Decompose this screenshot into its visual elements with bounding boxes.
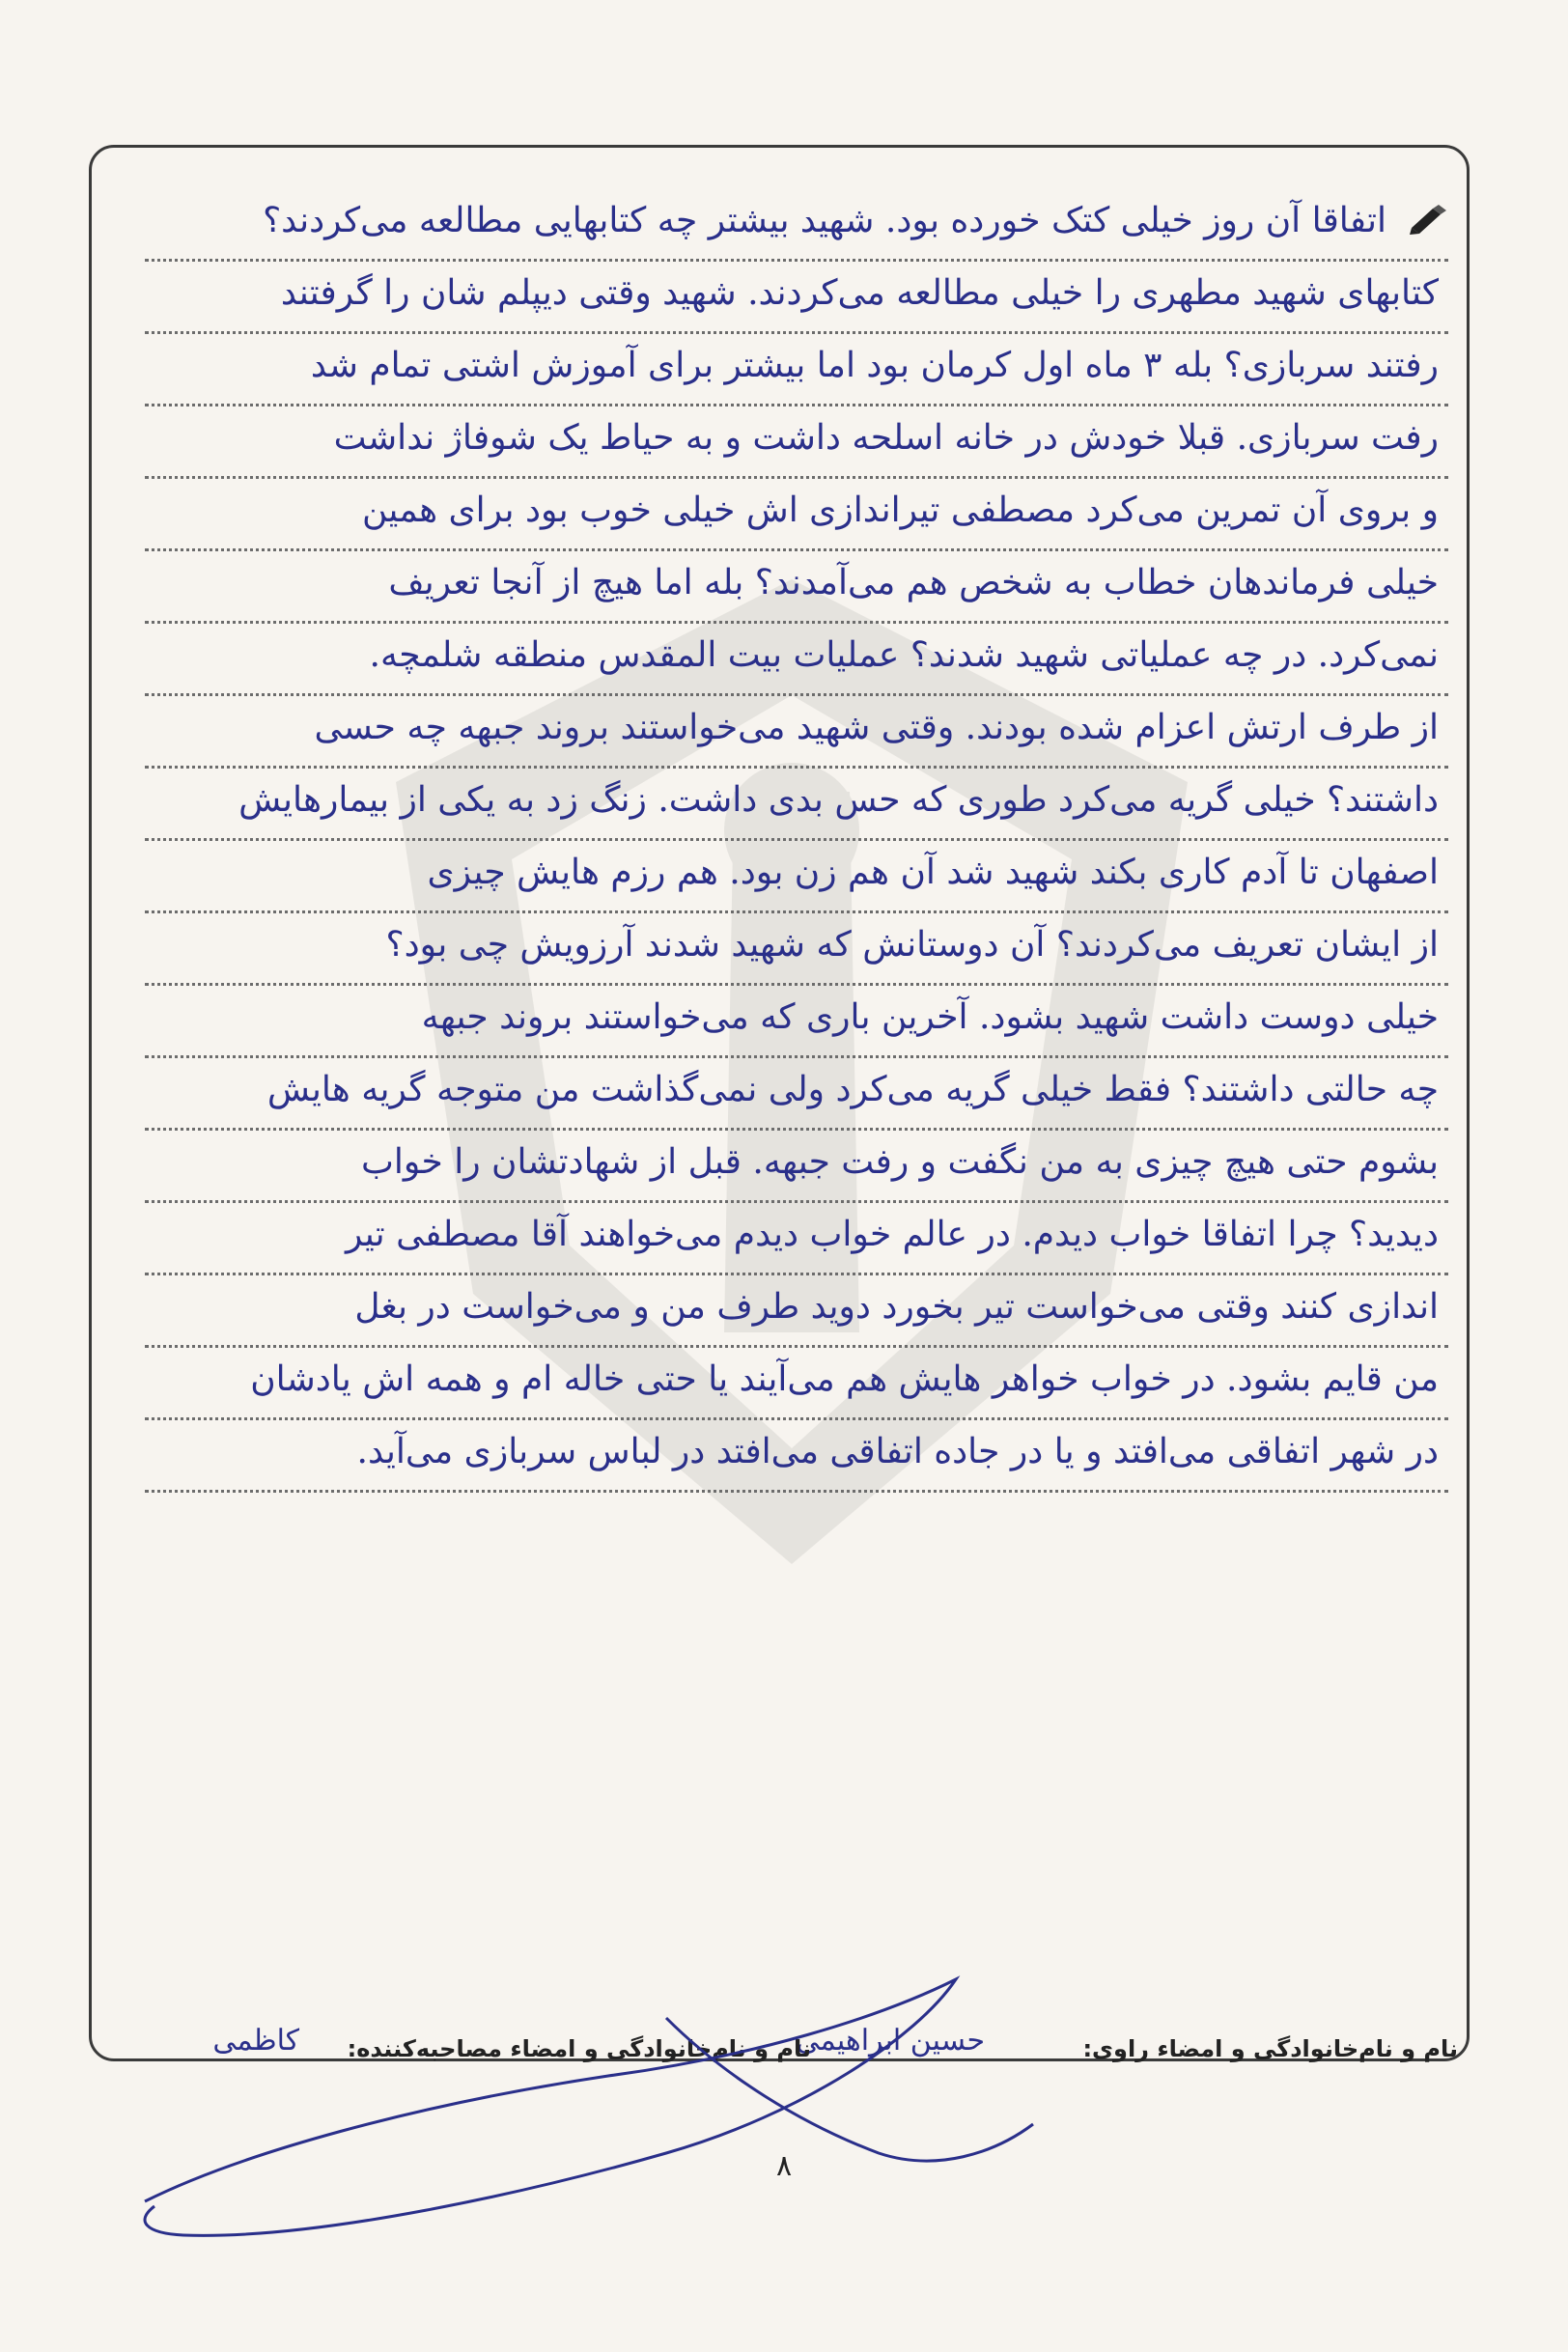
- line-text: خیلی فرماندهان خطاب به شخص هم می‌آمدند؟ بله اما هیچ از آنجا تعریف: [388, 563, 1439, 602]
- text-line: [145, 1058, 1448, 1131]
- line-text: من قایم بشود. در خواب خواهر هایش هم می‌آیند یا حتی خاله ام و همه اش یادشان: [250, 1359, 1439, 1399]
- text-line: [145, 262, 1448, 334]
- text-line: [145, 769, 1448, 841]
- text-line: [145, 913, 1448, 986]
- line-text: از طرف ارتش اعزام شده بودند. وقتی شهید می‌خواستند بروند جبهه چه حسی: [314, 708, 1439, 747]
- handwritten-text-area: [145, 189, 1448, 2004]
- pen-icon: [1408, 203, 1448, 236]
- line-text: دیدید؟ چرا اتفاقا خواب دیدم. در عالم خواب دیدم می‌خواهند آقا مصطفی تیر: [345, 1215, 1439, 1254]
- page-number: ۸: [775, 2149, 793, 2183]
- text-line: [145, 479, 1448, 551]
- signature-scribble-icon: [126, 1960, 1188, 2250]
- line-text: و بروی آن تمرین می‌کرد مصطفی تیراندازی اش خیلی خوب بود برای همین: [361, 490, 1439, 530]
- text-line: [145, 189, 1448, 262]
- text-line: [145, 986, 1448, 1058]
- line-text: رفتند سربازی؟ بله ۳ ماه اول کرمان بود اما بیشتر برای آموزش اشتی تمام شد: [310, 346, 1439, 385]
- text-line: [145, 1131, 1448, 1203]
- text-line: [145, 334, 1448, 406]
- line-text: بشوم حتی هیچ چیزی به من نگفت و رفت جبهه. قبل از شهادتشان را خواب: [361, 1142, 1439, 1182]
- line-text: خیلی دوست داشت شهید بشود. آخرین باری که می‌خواستند بروند جبهه: [421, 997, 1439, 1037]
- text-line: [145, 1203, 1448, 1275]
- interviewer-label: نام و نام‌خانوادگی و امضاء مصاحبه‌کننده:: [347, 2035, 811, 2062]
- line-text: رفت سربازی. قبلا خودش در خانه اسلحه داشت و به حیاط یک شوفاژ نداشت: [333, 418, 1439, 458]
- text-line: [145, 1275, 1448, 1348]
- line-text: داشتند؟ خیلی گریه می‌کرد طوری که حس بدی داشت. زنگ زد به یکی از بیمارهایش: [238, 780, 1439, 820]
- interviewer-signature: کاظمی: [212, 2024, 299, 2058]
- narrator-signature: حسین ابراهیمی: [796, 2024, 985, 2058]
- text-line: [145, 624, 1448, 696]
- line-text: کتابهای شهید مطهری را خیلی مطالعه می‌کردند. شهید وقتی دیپلم شان را گرفتند: [280, 273, 1439, 313]
- text-line: [145, 841, 1448, 913]
- line-text: اصفهان تا آدم کاری بکند شهید شد آن هم زن بود. هم رزم هایش چیزی: [427, 853, 1439, 892]
- line-text: نمی‌کرد. در چه عملیاتی شهید شدند؟ عملیات بیت المقدس منطقه شلمچه.: [369, 635, 1439, 675]
- text-line: [145, 1348, 1448, 1420]
- text-line: [145, 1420, 1448, 1493]
- line-text: در شهر اتفاقی می‌افتد و یا در جاده اتفاقی می‌افتد در لباس سربازی می‌آید.: [356, 1432, 1439, 1471]
- line-text: از ایشان تعریف می‌کردند؟ آن دوستانش که شهید شدند آرزویش چی بود؟: [385, 925, 1439, 965]
- text-line: [145, 406, 1448, 479]
- narrator-label: نام و نام‌خانوادگی و امضاء راوی:: [1082, 2035, 1458, 2062]
- line-text: اتفاقا آن روز خیلی کتک خورده بود. شهید بیشتر چه کتابهایی مطالعه می‌کردند؟: [263, 201, 1386, 240]
- text-line: [145, 551, 1448, 624]
- text-line: [145, 696, 1448, 769]
- line-text: چه حالتی داشتند؟ فقط خیلی گریه می‌کرد ولی نمی‌گذاشت من متوجه گریه هایش: [266, 1070, 1439, 1109]
- line-text: اندازی کنند وقتی می‌خواست تیر بخورد دوید طرف من و می‌خواست در بغل: [354, 1287, 1439, 1327]
